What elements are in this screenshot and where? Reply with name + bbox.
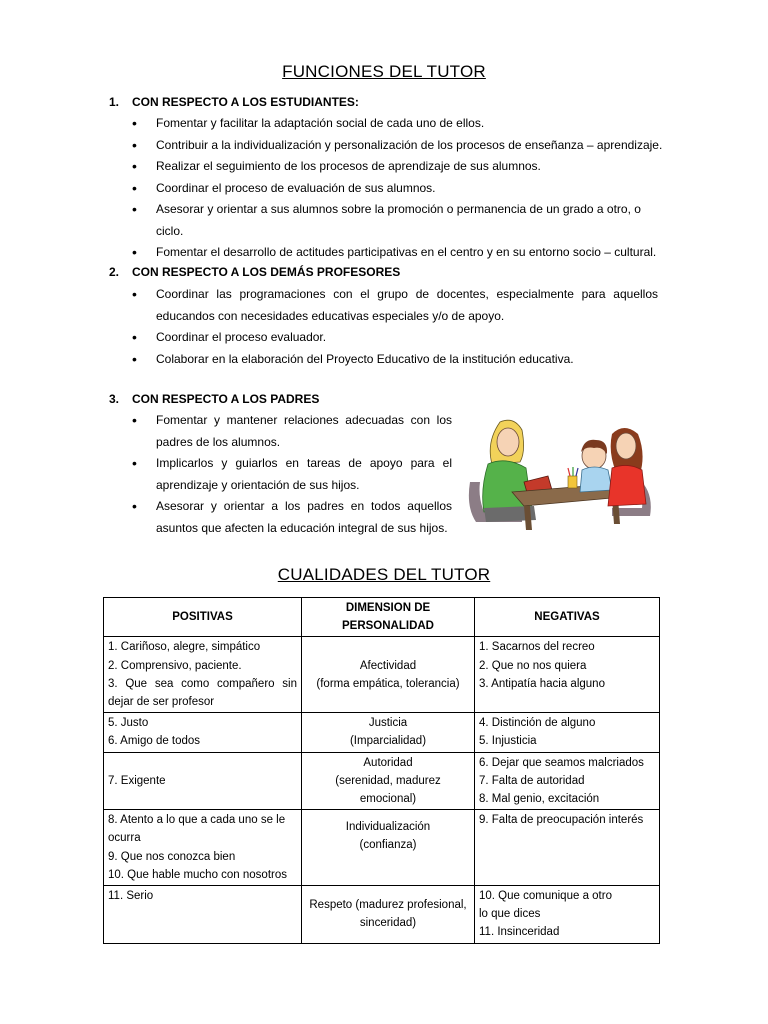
section-3-heading — [109, 392, 319, 406]
cell-line: 7. Exigente — [108, 774, 166, 787]
cell-line: 6. Dejar que seamos malcriados — [479, 756, 644, 769]
table-row — [104, 886, 660, 944]
section-1-list — [130, 113, 670, 264]
cell-line: 8. Atento a lo que a cada uno se le ocurra — [108, 814, 286, 845]
section-1-title: CON RESPECTO A LOS ESTUDIANTES: — [132, 95, 359, 109]
list-item: • Contribuir a la individualización y personalización de los procesos de enseñanza – aprendizaje. — [130, 135, 670, 157]
cell-positivas — [104, 886, 302, 944]
cell-line: 10. Que hable mucho con nosotros — [108, 868, 288, 881]
cell-line: 2. Comprensivo, paciente. — [108, 659, 242, 672]
cell-negativas — [475, 886, 660, 944]
section-2-title: CON RESPECTO A LOS DEMÁS PROFESORES — [132, 265, 401, 279]
cell-positivas — [104, 713, 302, 752]
title-funciones: FUNCIONES DEL TUTOR — [282, 62, 486, 81]
cell-line: 9. Que nos conozca bien — [108, 850, 236, 863]
tutor-meeting-illustration — [462, 412, 662, 532]
cell-positivas — [104, 637, 302, 713]
cell-line: Justicia — [368, 717, 408, 730]
cell-line: 4. Distinción de alguno — [479, 717, 596, 730]
table-header-row — [104, 598, 660, 637]
cell-line: 11. Insinceridad — [479, 926, 560, 939]
cell-line: 11. Serio — [108, 890, 154, 903]
cell-dimension — [302, 810, 475, 886]
list-item: • Colaborar en la elaboración del Proyecto Educativo de la institución educativa. — [130, 349, 658, 371]
cell-negativas — [475, 713, 660, 752]
cell-line: 2. Que no nos quiera — [479, 659, 587, 672]
section-3-list — [130, 410, 452, 539]
table-row — [104, 752, 660, 810]
table-row — [104, 713, 660, 752]
cell-line: Autoridad — [363, 756, 413, 769]
section-1-heading — [109, 95, 359, 109]
cell-line: 5. Justo — [108, 717, 149, 730]
cell-line: 3. Antipatía hacia alguno — [479, 677, 605, 690]
cell-line: (confianza) — [359, 839, 417, 852]
cell-line: 10. Que comunique a otro — [479, 890, 612, 903]
list-item: • Realizar el seguimiento de los procesos de aprendizaje de sus alumnos. — [130, 156, 670, 178]
table-row — [104, 810, 660, 886]
cell-line: 8. Mal genio, excitación — [479, 793, 600, 806]
section-3-title: CON RESPECTO A LOS PADRES — [132, 392, 320, 406]
section-2-list — [130, 284, 658, 370]
pencil-cup — [568, 476, 577, 488]
list-item: • Asesorar y orientar a sus alumnos sobre la promoción o permanencia de un grado a otro, o ciclo. — [130, 199, 670, 242]
cell-negativas — [475, 637, 660, 713]
cell-dimension — [302, 713, 475, 752]
list-item: • Coordinar el proceso evaluador. — [130, 327, 658, 349]
section-2-heading — [109, 265, 400, 279]
cell-line: 5. Injusticia — [479, 735, 537, 748]
cell-line: 7. Falta de autoridad — [479, 774, 585, 787]
cell-dimension — [302, 752, 475, 810]
parent-shirt — [608, 465, 646, 506]
cell-line: 3. Que sea como compañero sin dejar de ser profesor — [108, 677, 297, 709]
header-negativas: NEGATIVAS — [475, 598, 660, 637]
cell-line: Individualización — [345, 821, 431, 834]
list-item: • Coordinar el proceso de evaluación de sus alumnos. — [130, 178, 670, 200]
section-2-number: 2. — [109, 265, 120, 279]
section-3-number: 3. — [109, 392, 120, 406]
table-row — [104, 637, 660, 713]
list-item: • Coordinar las programaciones con el grupo de docentes, especialmente para aquellos educandos con necesidades educativas especiales y/o de apoyo. — [130, 284, 658, 327]
title-cualidades: CUALIDADES DEL TUTOR — [277, 565, 491, 584]
child-shirt — [580, 467, 612, 492]
cell-negativas — [475, 810, 660, 886]
cell-line: (serenidad, madurez emocional) — [335, 774, 441, 806]
list-item: • Fomentar el desarrollo de actitudes participativas en el centro y en su entorno socio – cultural. — [130, 242, 670, 264]
cell-line: 6. Amigo de todos — [108, 735, 201, 748]
cell-line: 9. Falta de preocupación interés — [479, 814, 644, 827]
cell-line: 1. Sacarnos del recreo — [479, 641, 595, 654]
list-item: • Implicarlos y guiarlos en tareas de apoyo para el aprendizaje y orientación de sus hijos. — [130, 453, 452, 496]
list-item: • Fomentar y facilitar la adaptación social de cada uno de ellos. — [130, 113, 670, 135]
pencil — [568, 468, 570, 476]
cell-positivas — [104, 752, 302, 810]
cell-line: Respeto (madurez profesional, sinceridad) — [309, 899, 467, 930]
qualities-table — [103, 597, 660, 944]
cell-positivas — [104, 810, 302, 886]
section-1-number: 1. — [109, 95, 120, 109]
header-dimension: DIMENSION DE PERSONALIDAD — [302, 598, 475, 637]
cell-line: 1. Cariñoso, alegre, simpático — [108, 641, 261, 654]
list-item: • Asesorar y orientar a los padres en todos aquellos asuntos que afecten la educación integral de sus hijos. — [130, 496, 452, 539]
cell-line: Afectividad — [359, 659, 417, 672]
cell-dimension — [302, 886, 475, 944]
pencil — [576, 468, 578, 476]
cell-dimension — [302, 637, 475, 713]
teacher-face — [497, 428, 519, 456]
cell-negativas — [475, 752, 660, 810]
cell-line: (forma empática, tolerancia) — [316, 677, 460, 690]
header-positivas: POSITIVAS — [104, 598, 302, 637]
cell-line: (Imparcialidad) — [349, 735, 427, 748]
cell-line: lo que dices — [479, 908, 541, 921]
parent-face — [616, 433, 636, 459]
list-item: • Fomentar y mantener relaciones adecuadas con los padres de los alumnos. — [130, 410, 452, 453]
